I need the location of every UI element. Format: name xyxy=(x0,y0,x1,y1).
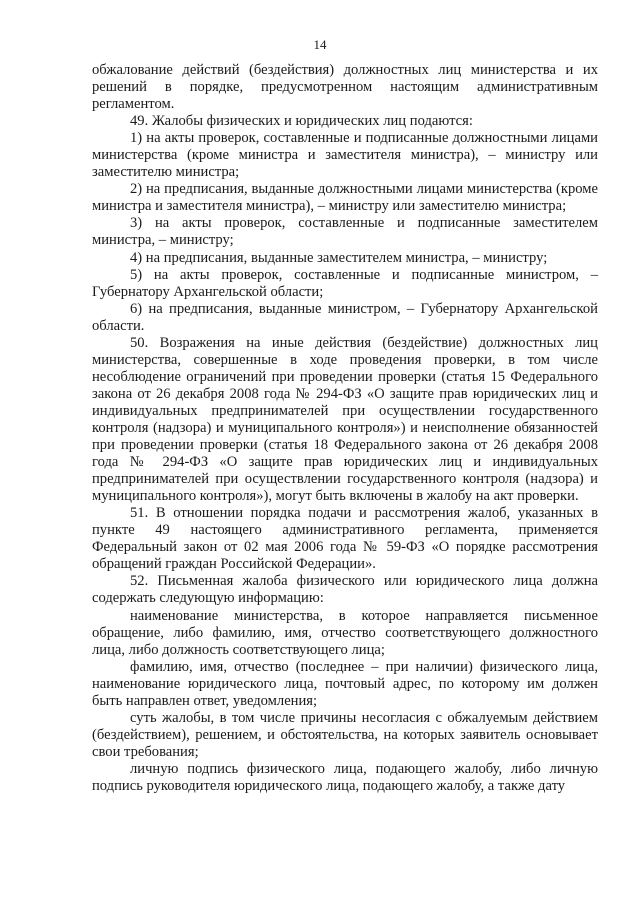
list-item-4: 4) на предписания, выданные заместителем министра, – министру; xyxy=(130,249,548,266)
list-item-6: 6) на предписания, выданные министром, – Губернатору Архангельской области. xyxy=(92,300,598,334)
paragraph-51: 51. В отношении порядка подачи и рассмотрения жалоб, указанных в пункте 49 настоящего административного регламента, применяется Федеральный закон от 02 мая 2006 года № 59-ФЗ «О порядке рассмотрения обращений граждан Российской Федерации». xyxy=(92,505,598,573)
list-item-2: 2) на предписания, выданные должностными лицами министерства (кроме министра и заместителя министра), – министру или заместителю министра; xyxy=(92,181,598,215)
document-body xyxy=(92,62,598,795)
requirement-item: наименование министерства, в которое направляется письменное обращение, либо фамилию, имя, отчество соответствующего должностного лица, либо должность соответствующего лица; xyxy=(92,607,598,658)
list-item-5: 5) на акты проверок, составленные и подписанные министром, – Губернатору Архангельской области; xyxy=(92,266,598,300)
paragraph-49: 49. Жалобы физических и юридических лиц подаются: xyxy=(130,113,473,130)
list-item-1: 1) на акты проверок, составленные и подписанные должностными лицами министерства (кроме министра и заместителя министра), – министру или заместителю министра; xyxy=(92,130,598,181)
list-item-3: 3) на акты проверок, составленные и подписанные заместителем министра, – министру; xyxy=(92,215,598,249)
requirement-item: фамилию, имя, отчество (последнее – при наличии) физического лица, наименование юридического лица, почтовый адрес, по которому им должен быть направлен ответ, уведомления; xyxy=(92,658,598,709)
requirement-item: личную подпись физического лица, подающего жалобу, либо личную подпись руководителя юридического лица, подающего жалобу, а также дату xyxy=(92,760,598,794)
paragraph-continuation: обжалование действий (бездействия) должностных лиц министерства и их решений в порядке, предусмотренном настоящим административным регламентом. xyxy=(92,62,598,113)
paragraph-52: 52. Письменная жалоба физического или юридического лица должна содержать следующую информацию: xyxy=(92,573,598,607)
paragraph-50: 50. Возражения на иные действия (бездействие) должностных лиц министерства, совершенные в ходе проведения проверки, в том числе несоблюдение ограничений при проведении проверки (статья 15 Федерального закона от 26 декабря 2008 года № 294-ФЗ «О защите прав юридических лиц и индивидуальных предпринимателей при осуществлении государственного контроля (надзора) и муниципального контроля») и неисполнение обязанностей при проведении проверки (статья 18 Федерального закона от 26 декабря 2008 года № 294-ФЗ «О защите прав юридических лиц и индивидуальных предпринимателей при осуществлении государственного контроля (надзора) и муниципального контроля»), могут быть включены в жалобу на акт проверки. xyxy=(92,334,598,505)
page-number: 14 xyxy=(313,37,327,52)
requirement-item: суть жалобы, в том числе причины несогласия с обжалуемым действием (бездействием), решением, и обстоятельства, на которых заявитель основывает свои требования; xyxy=(92,709,598,760)
